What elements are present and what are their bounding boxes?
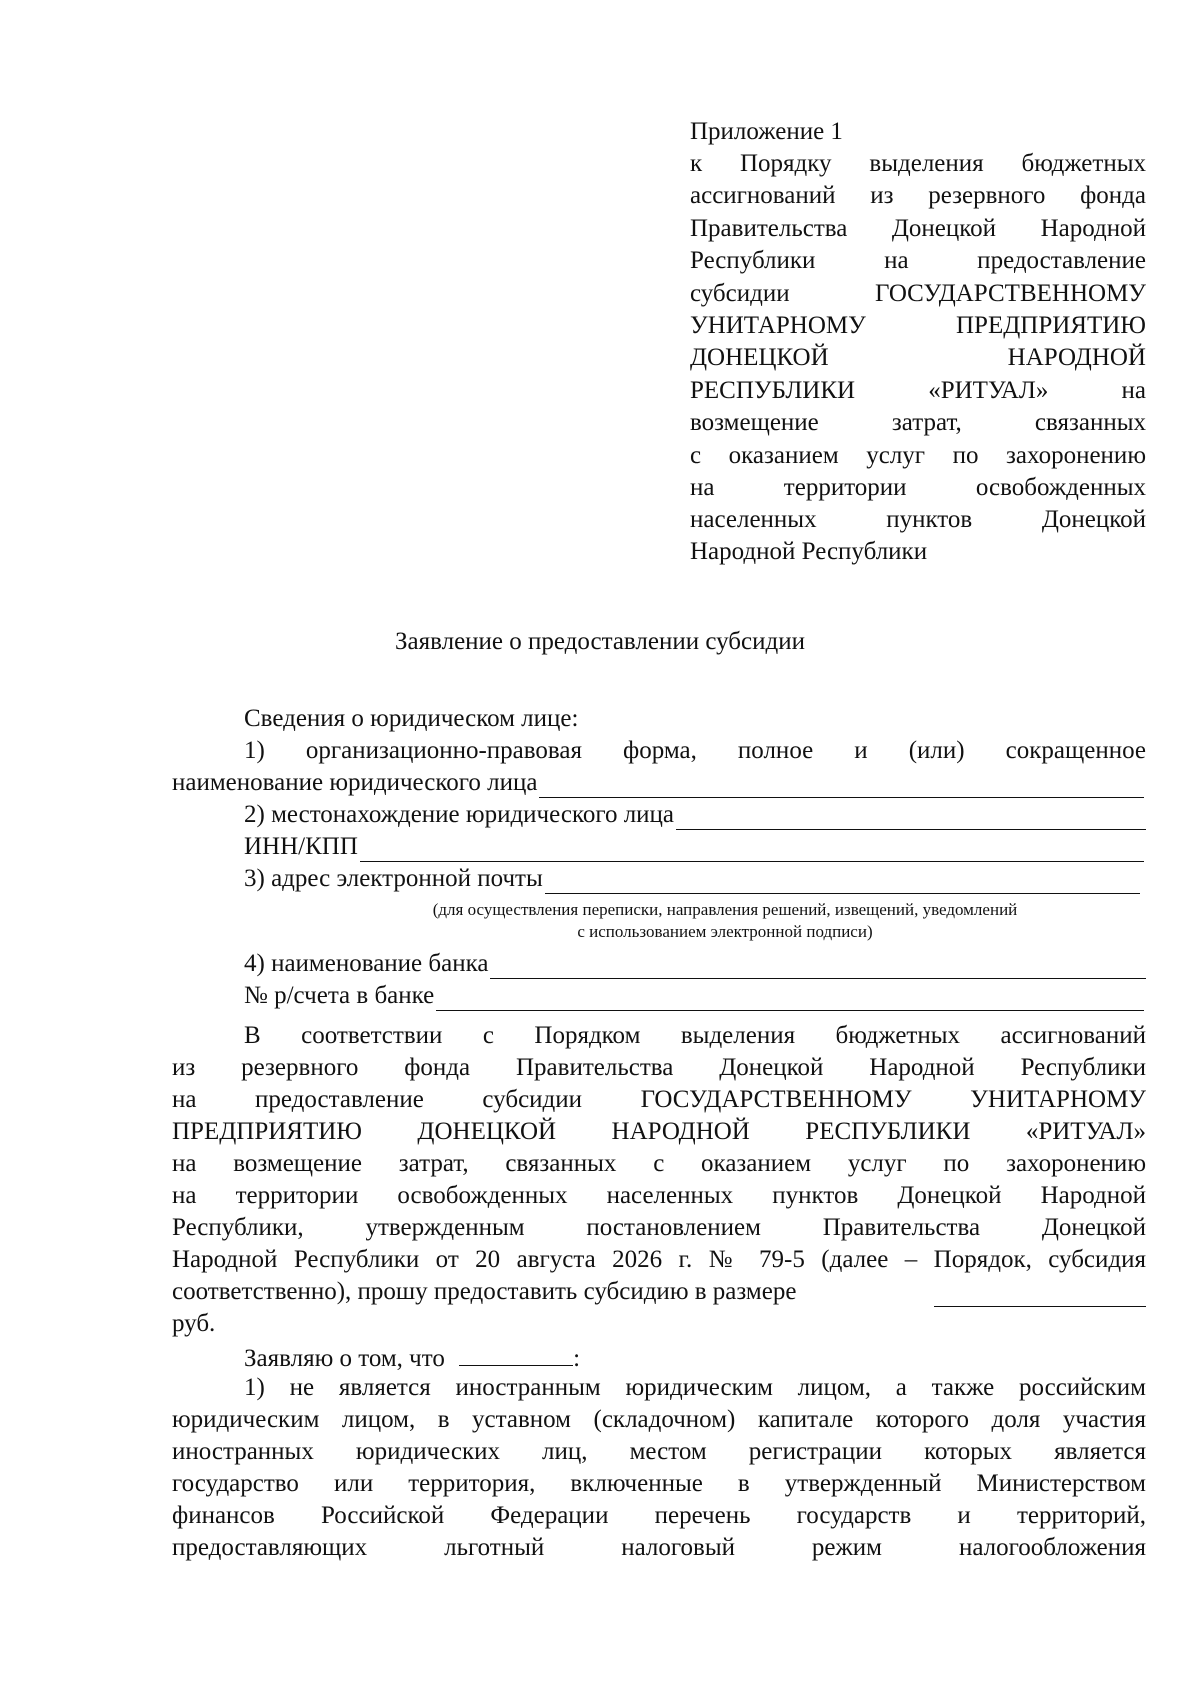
appendix-line: ассигнований из резервного фонда xyxy=(690,182,1146,210)
account-label: № р/счета в банке xyxy=(244,982,435,1009)
declaration-line: государство или территория, включенные в утвержденный Министерством xyxy=(172,1470,1146,1497)
legal-name-field[interactable] xyxy=(172,768,1144,798)
amount-blank[interactable] xyxy=(934,1282,1146,1307)
declaration-intro-text: Заявляю о том, что xyxy=(244,1345,445,1372)
account-blank[interactable] xyxy=(436,986,1144,1011)
request-line: Республики, утвержденным постановлением Правительства Донецкой xyxy=(172,1214,1146,1241)
appendix-line: населенных пунктов Донецкой xyxy=(690,506,1146,534)
form-intro: Сведения о юридическом лице: xyxy=(244,705,579,732)
appendix-line: Правительства Донецкой Народной xyxy=(690,214,1146,242)
document-title: Заявление о предоставлении субсидии xyxy=(395,628,805,655)
appendix-line: субсидии ГОСУДАРСТВЕННОМУ xyxy=(690,279,1146,307)
legal-name-blank[interactable] xyxy=(539,773,1144,798)
appendix-line: Республики на предоставление xyxy=(690,247,1146,275)
request-line: из резервного фонда Правительства Донецкой Народной Республики xyxy=(172,1054,1146,1081)
request-line: ПРЕДПРИЯТИЮ ДОНЕЦКОЙ НАРОДНОЙ РЕСПУБЛИКИ «РИТУАЛ» xyxy=(172,1118,1146,1145)
appendix-line: возмещение затрат, связанных xyxy=(690,409,1146,437)
currency-label: руб. xyxy=(172,1310,216,1337)
inn-kpp-blank[interactable] xyxy=(360,837,1144,862)
request-amount-line xyxy=(172,1277,1146,1307)
bank-label: 4) наименование банка xyxy=(244,950,489,977)
request-line: В соответствии с Порядком выделения бюджетных ассигнований xyxy=(244,1022,1146,1049)
request-amount-text: соответственно), прошу предоставить субсидию в размере xyxy=(172,1278,797,1305)
email-label: 3) адрес электронной почты xyxy=(244,865,543,892)
appendix-line: к Порядку выделения бюджетных xyxy=(690,150,1146,177)
bank-field[interactable] xyxy=(244,949,1146,979)
appendix-line: ДОНЕЦКОЙ НАРОДНОЙ xyxy=(690,344,1146,372)
form-item1-line1: 1) организационно-правовая форма, полное и (или) сокращенное xyxy=(244,737,1146,764)
inn-kpp-label: ИНН/КПП xyxy=(244,833,358,860)
declaration-colon: : xyxy=(573,1345,581,1372)
email-note-line1: (для осуществления переписки, направления решений, извещений, уведомлений xyxy=(432,900,1018,919)
email-field[interactable] xyxy=(244,864,1140,894)
declaration-intro xyxy=(244,1341,580,1374)
declaration-line: финансов Российской Федерации перечень государств и территорий, xyxy=(172,1502,1146,1529)
appendix-line: на территории освобожденных xyxy=(690,474,1146,501)
appendix-line: УНИТАРНОМУ ПРЕДПРИЯТИЮ xyxy=(690,312,1146,339)
appendix-heading: Приложение 1 xyxy=(690,118,843,145)
request-line: на предоставление субсидии ГОСУДАРСТВЕННОМУ УНИТАРНОМУ xyxy=(172,1086,1146,1113)
location-blank[interactable] xyxy=(676,805,1146,830)
declaration-line: юридическим лицом, в уставном (складочном) капитале которого доля участия xyxy=(172,1406,1146,1433)
declaration-line: иностранных юридических лиц, местом регистрации которых является xyxy=(172,1438,1146,1465)
legal-name-label: наименование юридического лица xyxy=(172,769,538,796)
appendix-line: РЕСПУБЛИКИ «РИТУАЛ» на xyxy=(690,376,1146,404)
appendix-last-line: Народной Республики xyxy=(690,538,928,565)
request-line: Народной Республики от 20 августа 2026 г. № 79-5 (далее – Порядок, субсидия xyxy=(172,1246,1146,1273)
bank-blank[interactable] xyxy=(490,954,1146,979)
email-blank[interactable] xyxy=(545,869,1140,894)
appendix-line: с оказанием услуг по захоронению xyxy=(690,441,1146,469)
inn-kpp-field[interactable] xyxy=(244,832,1144,862)
location-label: 2) местонахождение юридического лица xyxy=(244,801,675,828)
email-note-line2: с использованием электронной подписи) xyxy=(577,922,873,941)
declaration-line: 1) не является иностранным юридическим лицом, а также российским xyxy=(244,1374,1146,1401)
request-line: на территории освобожденных населенных пунктов Донецкой Народной xyxy=(172,1182,1146,1209)
location-field[interactable] xyxy=(244,800,1146,830)
declaration-name-blank[interactable] xyxy=(459,1341,573,1366)
account-field[interactable] xyxy=(244,981,1144,1011)
request-line: на возмещение затрат, связанных с оказанием услуг по захоронению xyxy=(172,1150,1146,1177)
declaration-line: предоставляющих льготный налоговый режим налогообложения xyxy=(172,1534,1146,1561)
